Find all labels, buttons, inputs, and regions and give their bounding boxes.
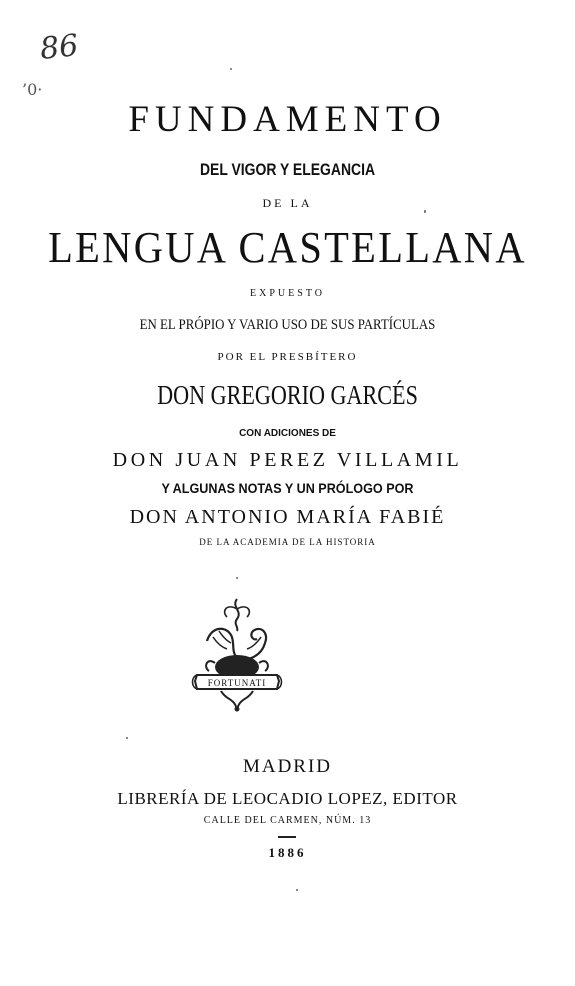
paper-speck xyxy=(126,737,128,739)
paper-speck xyxy=(296,889,298,891)
additions-editor: DON JUAN PEREZ VILLAMIL xyxy=(112,449,463,471)
title-line-lengua: LENGUA CASTELLANA xyxy=(48,223,527,272)
notes-prefix: Y ALGUNAS NOTAS Y UN PRÓLOGO POR xyxy=(161,480,414,496)
paper-speck xyxy=(230,68,232,70)
title-line-fundamento: FUNDAMENTO xyxy=(128,99,447,140)
expuesto-label: EXPUESTO xyxy=(250,288,325,299)
prologue-author: DON ANTONIO MARÍA FABIÉ xyxy=(129,506,446,528)
handwritten-number: 86 xyxy=(38,28,80,67)
imprint-publisher: LIBRERÍA DE LEOCADIO LOPEZ, EDITOR xyxy=(117,789,458,808)
imprint-year: 1886 xyxy=(268,845,307,860)
imprint-address: CALLE DEL CARMEN, NÚM. 13 xyxy=(203,815,372,826)
prologue-affiliation: DE LA ACADEMIA DE LA HISTORIA xyxy=(199,537,376,547)
printer-emblem xyxy=(191,597,283,713)
additions-prefix: CON ADICIONES DE xyxy=(239,428,336,439)
author-prefix: POR EL PRESBÍTERO xyxy=(217,351,358,363)
imprint-rule xyxy=(278,836,296,838)
handwritten-mark: ’0· xyxy=(22,80,43,99)
imprint-city: MADRID xyxy=(242,756,333,777)
emblem-motto: FORTUNATI xyxy=(207,678,267,688)
title-line-de-la: DE LA xyxy=(262,196,313,210)
author-name: DON GREGORIO GARCÉS xyxy=(157,380,418,410)
paper-speck xyxy=(236,577,238,579)
title-line-vigor: DEL VIGOR Y ELEGANCIA xyxy=(199,160,376,179)
paper-speck xyxy=(424,210,426,213)
description-line: EN EL PRÓPIO Y VARIO USO DE SUS PARTÍCULAS xyxy=(139,317,436,333)
